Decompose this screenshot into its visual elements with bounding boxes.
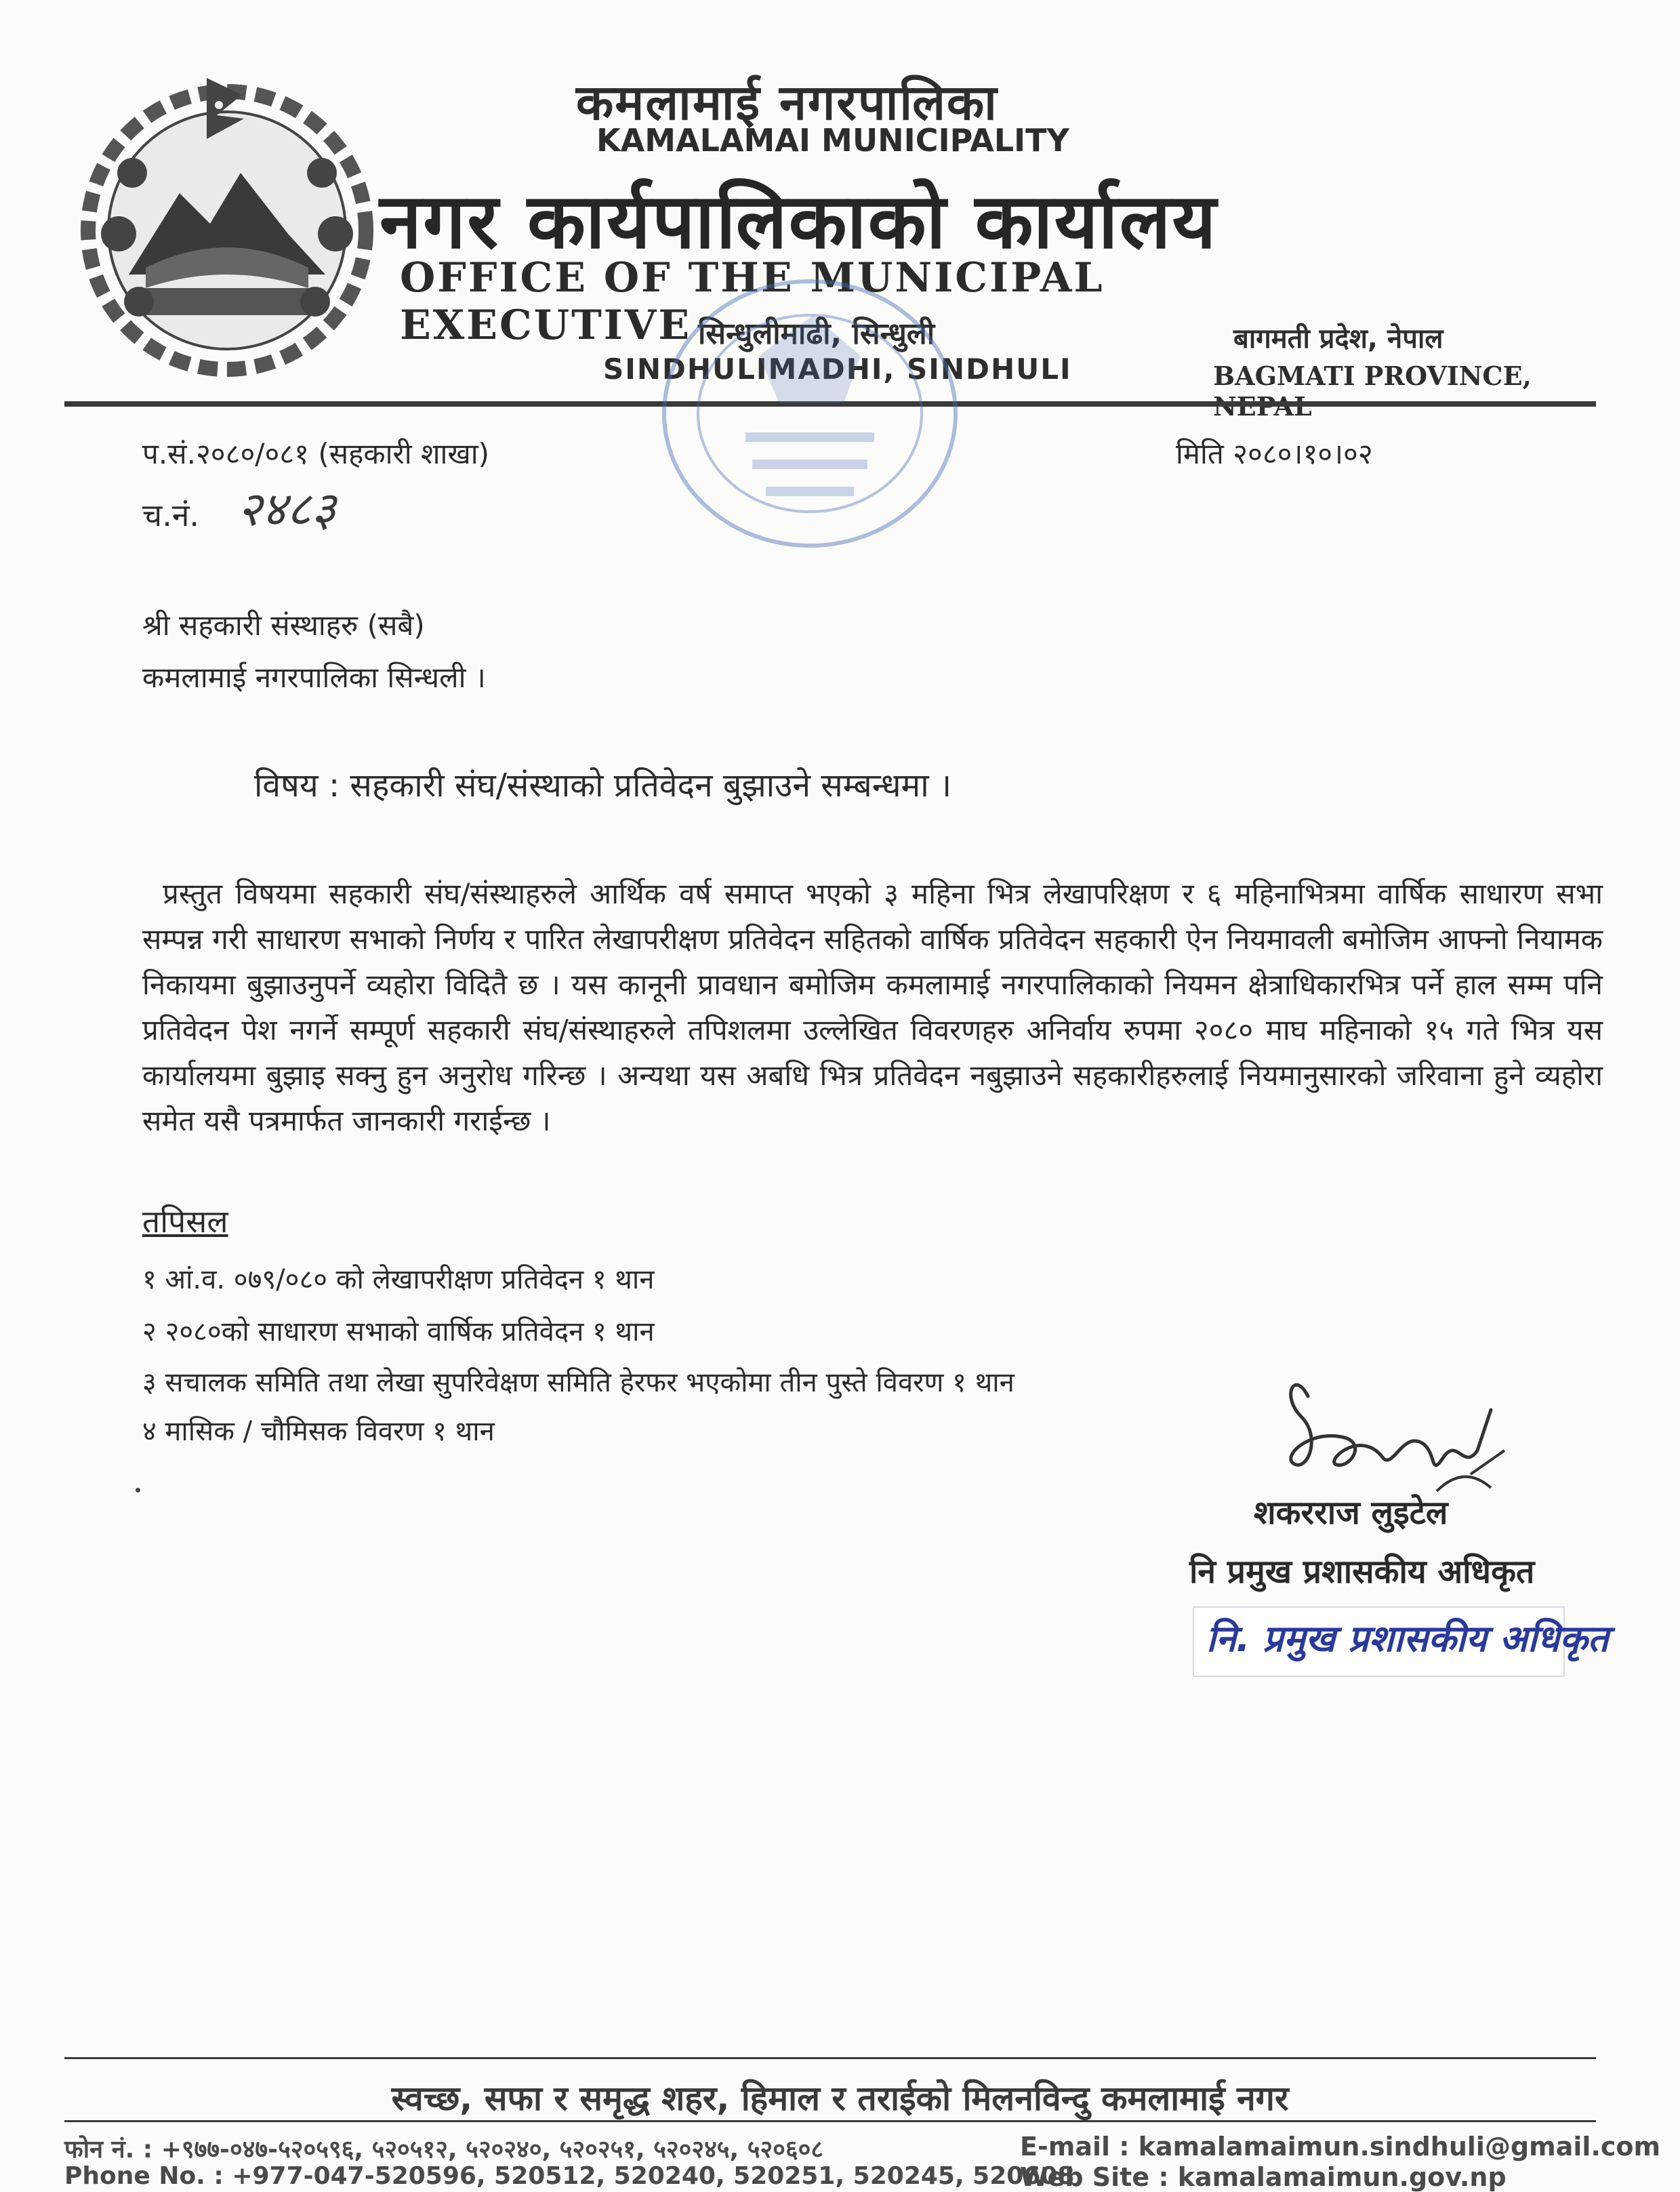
office-stamp bbox=[651, 268, 969, 559]
designation-seal-text: नि. प्रमुख प्रशासकीय अधिकृत bbox=[1206, 1617, 1609, 1660]
dispatch-number-handwritten: २४८३ bbox=[237, 481, 336, 537]
address-english: SINDHULIMADHI, SINDHULI bbox=[603, 352, 1072, 386]
signatory-title: नि प्रमुख प्रशासकीय अधिकृत bbox=[1189, 1553, 1535, 1591]
enclosure-item: ३ सचालक समिति तथा लेखा सुपरिवेक्षण समिति हेरफर भएकोमा तीन पुस्ते विवरण १ थान bbox=[142, 1367, 1015, 1398]
municipality-name-english: KAMALAMAI MUNICIPALITY bbox=[596, 122, 1069, 159]
footer-divider-bottom bbox=[64, 2120, 1596, 2122]
recipient-line-1: श्री सहकारी संस्थाहरु (सबै) bbox=[142, 609, 425, 642]
enclosure-heading: तपिसल bbox=[142, 1203, 228, 1240]
letter-date: मिति २०८०।१०।०२ bbox=[1176, 437, 1373, 470]
municipality-name-nepali: कमलामाई नगरपालिका bbox=[576, 74, 998, 131]
dispatch-number-label: च.नं. bbox=[142, 497, 199, 533]
handwritten-signature bbox=[1267, 1356, 1552, 1511]
letter-subject: विषय : सहकारी संघ/संस्थाको प्रतिवेदन बुझाउने सम्बन्धमा । bbox=[254, 767, 952, 805]
address-nepali: सिन्धुलीमाढी, सिन्धुली bbox=[698, 317, 935, 351]
footer-divider-top bbox=[64, 2057, 1596, 2059]
signatory-name: शकरराज लुइटेल bbox=[1254, 1494, 1448, 1532]
scan-speck bbox=[136, 1488, 140, 1493]
footer-phone-nepali: फोन नं. : +९७७-०४७-५२०५९६, ५२०५१२, ५२०२४०, ५२०२५१, ५२०२४५, ५२०६०८ bbox=[64, 2136, 824, 2164]
office-name-nepali: नगर कार्यपालिकाको कार्यालय bbox=[380, 178, 1218, 266]
reference-number: प.सं.२०८०/०८१ (सहकारी शाखा) bbox=[142, 437, 490, 470]
footer-website: Web Site : kamalamaimun.gov.np bbox=[1020, 2162, 1507, 2192]
province-nepali: बागमती प्रदेश, नेपाल bbox=[1233, 323, 1443, 354]
footer-motto: स्वच्छ, सफा र समृद्ध शहर, हिमाल र तराईको मिलनविन्दु कमलामाई नगर bbox=[391, 2079, 1289, 2118]
nepal-emblem-logo bbox=[64, 64, 390, 383]
recipient-line-2: कमलामाई नगरपालिका सिन्धली । bbox=[142, 661, 486, 694]
enclosure-item: ४ मासिक / चौमिसक विवरण १ थान bbox=[142, 1416, 495, 1447]
footer-phone-english: Phone No. : +977-047-520596, 520512, 520240, 520251, 520245, 520608 bbox=[64, 2162, 1075, 2190]
enclosure-item: २ २०८०को साधारण सभाको वार्षिक प्रतिवेदन १ थान bbox=[142, 1316, 655, 1347]
office-name-english: OFFICE OF THE MUNICIPAL EXECUTIVE bbox=[400, 254, 1105, 349]
footer-email: E-mail : kamalamaimun.sindhuli@gmail.com bbox=[1020, 2132, 1661, 2161]
province-english: BAGMATI PROVINCE, bbox=[1213, 361, 1532, 391]
enclosure-item: १ आं.व. ०७९/०८० को लेखापरीक्षण प्रतिवेदन १ थान bbox=[142, 1264, 655, 1295]
letter-body-paragraph: प्रस्तुत विषयमा सहकारी संघ/संस्थाहरुले आर्थिक वर्ष समाप्त भएको ३ महिना भित्र लेखापरिक्षण र ६ महिनाभित्रमा वार्षिक साधारण सभा सम्पन्न गरी साधारण सभाको निर्णय र पारित लेखापरीक्षण प्रतिवेदन सहितको वार्षिक प्रतिवेदन सहकारी ऐन नियमावली बमोजिम आफ्नो नियामक निकायमा बुझाउनुपर्ने व्यहोरा विदितै छ । यस कानूनी प्रावधान बमोजिम कमलामाई नगरपालिकाको नियमन क्षेत्राधिकारभित्र पर्ने हाल सम्म पनि प्रतिवेदन पेश नगर्ने सम्पूर्ण सहकारी संघ/संस्थाहरुले तपिशलमा उल्लेखित विवरणहरु अनिर्वाय रुपमा २०८० माघ महिनाको १५ गते भित्र यस कार्यालयमा बुझाइ सक्नु हुन अनुरोध गरिन्छ । अन्यथा यस अबधि भित्र प्रतिवेदन नबुझाउने सहकारीहरुलाई नियमानुसारको जरिवाना हुने व्यहोरा समेत यसै पत्रमार्फत जानकारी गराईन्छ । bbox=[142, 877, 1603, 1137]
